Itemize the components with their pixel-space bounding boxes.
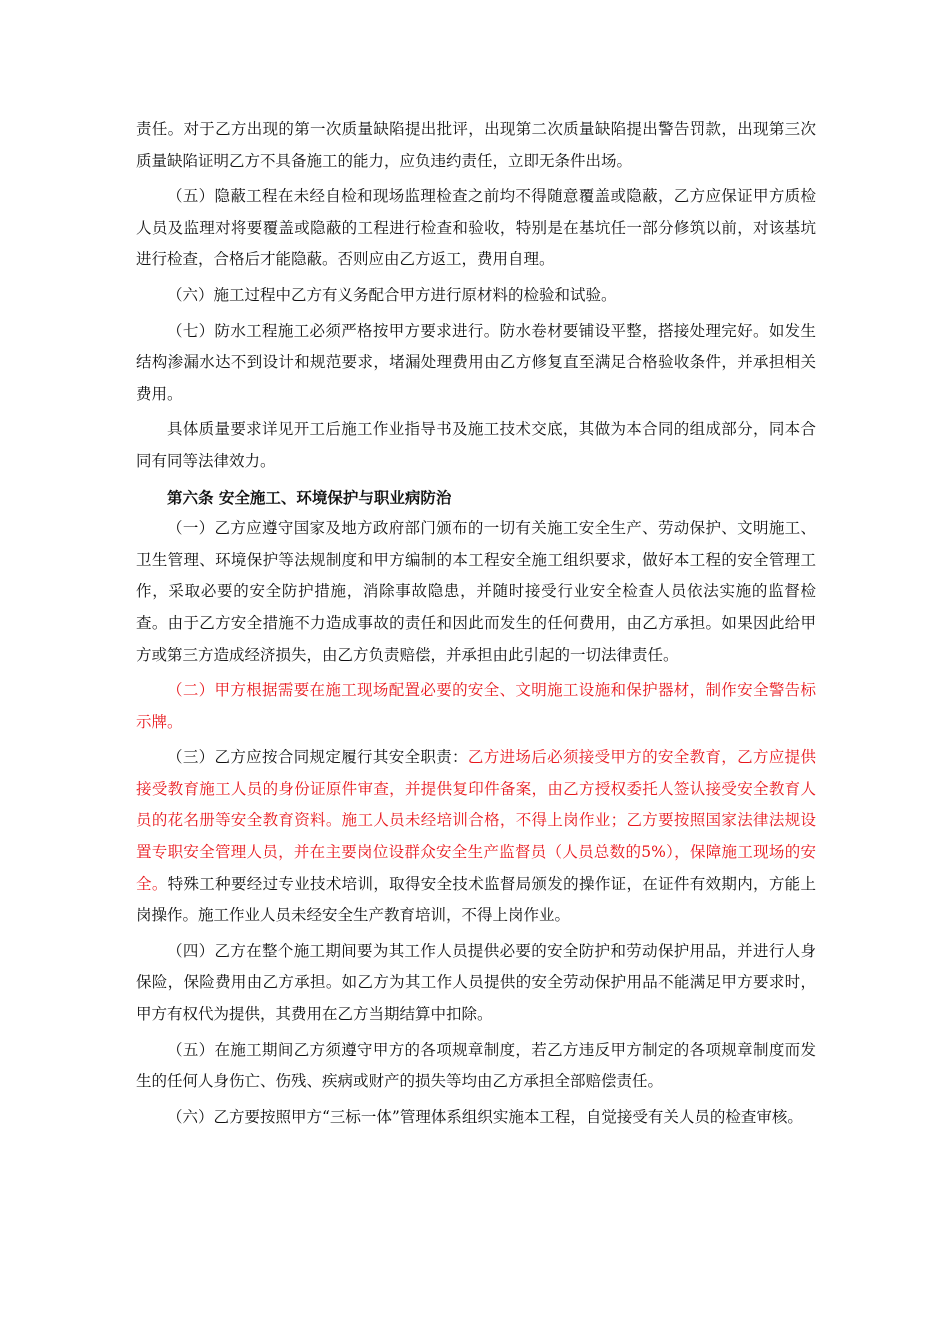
- paragraph-waterproofing: （七）防水工程施工必须严格按甲方要求进行。防水卷材要铺设平整，搭接处理完好。如发生结构渗漏水达不到设计和规范要求，堵漏处理费用由乙方修复直至满足合格验收条件，并承担相关费用。: [136, 321, 816, 403]
- paragraph-rules-compliance: （五）在施工期间乙方须遵守甲方的各项规章制度，若乙方违反甲方制定的各项规章制度而发生的任何人身伤亡、伤残、疾病或财产的损失等均由乙方承担全部赔偿责任。: [136, 1040, 816, 1091]
- paragraph-management-system: （六）乙方要按照甲方“三标一体”管理体系组织实施本工程，自觉接受有关人员的检查审核。: [167, 1107, 803, 1126]
- paragraph-safety-compliance: （一）乙方应遵守国家及地方政府部门颁布的一切有关施工安全生产、劳动保护、文明施工、卫生管理、环境保护等法规制度和甲方编制的本工程安全施工组织要求，做好本工程的安全管理工作，采取必要的安全防护措施，消除事故隐患，并随时接受行业安全检查人员依法实施的监督检查。由于乙方安全措施不力造成事故的责任和因此而发生的任何费用，由乙方承担。如果因此给甲方或第三方造成经济损失，由乙方负责赔偿，并承担由此引起的一切法律责任。: [136, 519, 816, 664]
- document-page: [136, 114, 816, 1133]
- safety-duties-highlight: 乙方进场后必须接受甲方的安全教育，乙方应提供接受教育施工人员的身份证原件审查，并提供复印件备案，由乙方授权委托人签认接受安全教育人员的花名册等安全教育资料。施工人员未经培训合格，不得上岗作业；乙方要按照国家法律法规设置专职安全管理人员，并在主要岗位设群众安全生产监督员（人员总数的5%），保障施工现场的安全。: [136, 748, 816, 893]
- paragraph-material-testing: （六）施工过程中乙方有义务配合甲方进行原材料的检验和试验。: [167, 285, 617, 304]
- paragraph-protective-equipment: （四）乙方在整个施工期间要为其工作人员提供必要的安全防护和劳动保护用品，并进行人身保险，保险费用由乙方承担。如乙方为其工作人员提供的安全劳动保护用品不能满足甲方要求时，甲方有权代为提供，其费用在乙方当期结算中扣除。: [136, 941, 816, 1024]
- paragraph-safety-duties: [136, 742, 816, 932]
- paragraph-quality-liability: 责任。对于乙方出现的第一次质量缺陷提出批评，出现第二次质量缺陷提出警告罚款，出现第三次质量缺陷证明乙方不具备施工的能力，应负违约责任，立即无条件出场。: [136, 120, 816, 170]
- paragraph-concealed-works: （五）隐蔽工程在未经自检和现场监理检查之前均不得随意覆盖或隐蔽，乙方应保证甲方质检人员及监理对将要覆盖或隐蔽的工程进行检查和验收，特别是在基坑任一部分修筑以前，对该基坑进行检查，合格后才能隐蔽。否则应由乙方返工，费用自理。: [136, 187, 816, 269]
- safety-duties-intro: （三）乙方应按合同规定履行其安全职责：: [167, 748, 468, 767]
- paragraph-quality-requirements: 具体质量要求详见开工后施工作业指导书及施工技术交底，其做为本合同的组成部分，同本合同有同等法律效力。: [136, 420, 816, 470]
- section-heading-article-6: 第六条 安全施工、环境保护与职业病防治: [167, 487, 452, 507]
- safety-duties-special-trades: 特殊工种要经过专业技术培训，取得安全技术监督局颁发的操作证，在证件有效期内，方能上岗操作。施工作业人员未经安全生产教育培训，不得上岗作业。: [136, 874, 816, 925]
- paragraph-safety-facilities: （二）甲方根据需要在施工现场配置必要的安全、文明施工设施和保护器材，制作安全警告标示牌。: [136, 681, 816, 731]
